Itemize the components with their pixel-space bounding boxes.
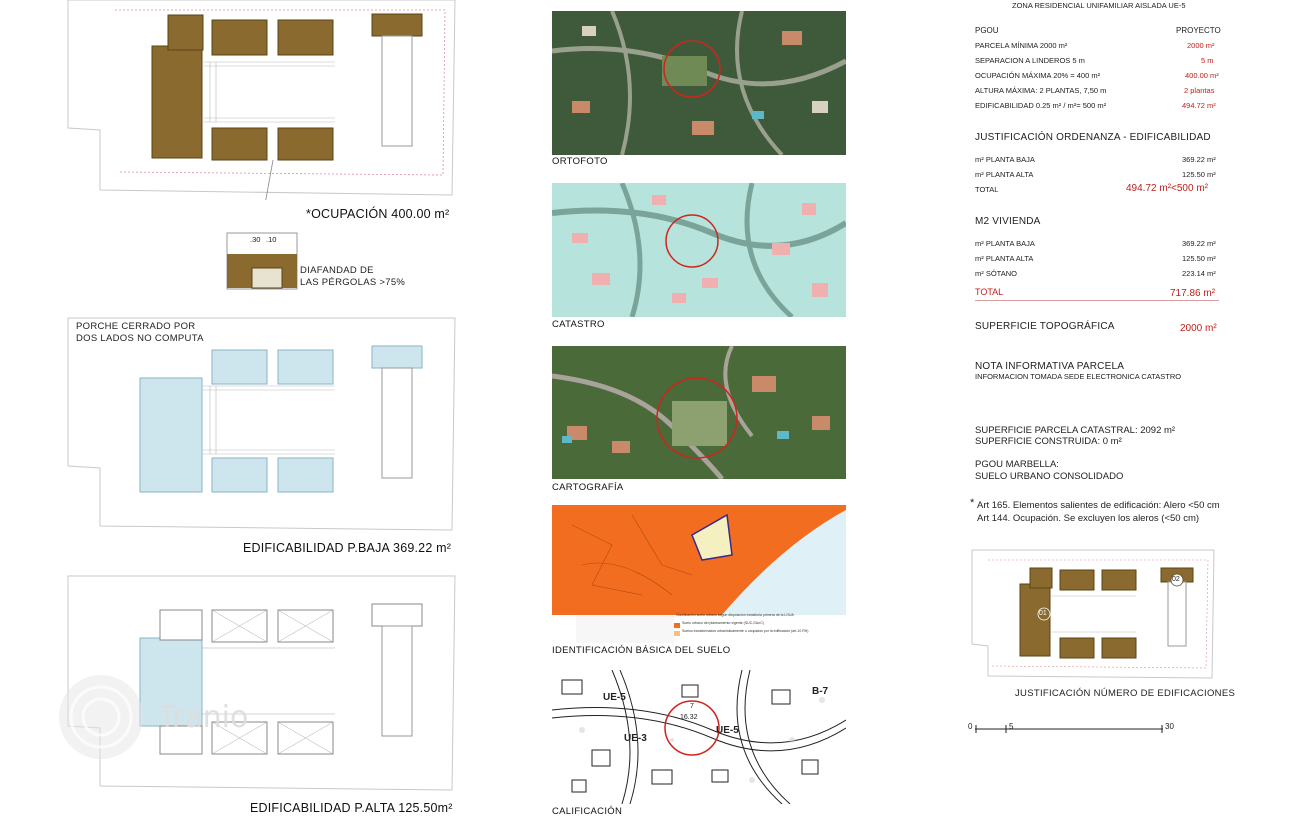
calificacion-caption: CALIFICACIÓN [552, 806, 623, 817]
vivienda-total-value: 717.86 m² [1170, 288, 1216, 299]
vivienda-row-value: 369.22 m² [1182, 239, 1216, 248]
justificacion-title: JUSTIFICACIÓN ORDENANZA - EDIFICABILIDAD [975, 132, 1211, 143]
scale-label-30: 30 [1165, 722, 1174, 731]
sup-construida: SUPERFICIE CONSTRUIDA: 0 m² [975, 436, 1122, 447]
scale-label-5: 5 [1009, 722, 1014, 731]
pgou-row-label: PARCELA MÍNIMA 2000 m² [975, 41, 1068, 50]
art-144: Art 144. Ocupación. Se excluyen los aleros (<50 cm) [977, 513, 1200, 524]
vivienda-total-divider [975, 300, 1219, 301]
identificacion-caption: IDENTIFICACIÓN BÁSICA DEL SUELO [552, 645, 731, 656]
ocupacion-label: *OCUPACIÓN 400.00 m² [306, 207, 450, 221]
vivienda-row-value: 223.14 m² [1182, 269, 1216, 278]
identificacion-legend-title: Clasificación suelo urbano según disposición transitoria primera de la LOUA [676, 613, 794, 617]
mini-plan-tag-01: 01 [1039, 610, 1047, 617]
art-asterisk: * [970, 497, 975, 509]
pgou-row-label: ALTURA MÁXIMA: 2 PLANTAS, 7,50 m [975, 86, 1107, 95]
just-row-label: m² PLANTA ALTA [975, 170, 1034, 179]
just-row-label: m² PLANTA BAJA [975, 155, 1035, 164]
watermark-text: Tranio [158, 700, 249, 735]
pgou-row-label: SEPARACION A LINDEROS 5 m [975, 56, 1085, 65]
topo-label: SUPERFICIE TOPOGRÁFICA [975, 321, 1115, 332]
mini-plan-label: JUSTIFICACIÓN NÚMERO DE EDIFICACIONES [1015, 688, 1236, 699]
map-ortofoto [552, 11, 846, 155]
vivienda-row-value: 125.50 m² [1182, 254, 1216, 263]
pgou-marbella-2: SUELO URBANO CONSOLIDADO [975, 471, 1124, 482]
vivienda-title: M2 VIVIENDA [975, 216, 1041, 227]
calif-label-b7: B-7 [812, 686, 829, 697]
pgou-marbella-1: PGOU MARBELLA: [975, 459, 1059, 470]
pergola-dim-2: .10 [266, 235, 277, 244]
calif-label-number: 7 [690, 703, 694, 710]
zone-title: ZONA RESIDENCIAL UNIFAMILIAR AISLADA UE-5 [1012, 1, 1186, 10]
palta-label: EDIFICABILIDAD P.ALTA 125.50m² [250, 801, 453, 815]
identificacion-legend-1: Suelo urbano del planeamiento vigente (SUC-SUnC) [682, 621, 764, 625]
calif-label-height: 16.32 [680, 714, 698, 721]
pergola-dim-1: .30 [250, 235, 261, 244]
map-calificacion [552, 670, 846, 804]
nota-sub: INFORMACION TOMADA SEDE ELECTRONICA CATASTRO [975, 372, 1182, 381]
vivienda-row-label: m² PLANTA ALTA [975, 254, 1034, 263]
porche-note-1: PORCHE CERRADO POR [76, 321, 196, 332]
just-total-label: TOTAL [975, 185, 999, 194]
pgou-header: PGOU [975, 26, 999, 35]
mini-plan [968, 546, 1218, 686]
plan-ocupacion [60, 0, 460, 200]
just-row-value: 125.50 m² [1182, 170, 1216, 179]
vivienda-total-label: TOTAL [975, 287, 1004, 297]
sup-catastral: SUPERFICIE PARCELA CATASTRAL: 2092 m² [975, 425, 1176, 436]
art-165: Art 165. Elementos salientes de edificación: Alero <50 cm [977, 500, 1220, 511]
just-row-value: 369.22 m² [1182, 155, 1216, 164]
pgou-row-value: 494.72 m² [1182, 101, 1216, 110]
scale-label-0: 0 [968, 722, 973, 731]
calif-label-ue3: UE-3 [624, 733, 647, 744]
mini-plan-tag-02: 02 [1172, 576, 1180, 583]
tranio-logo-icon [56, 672, 146, 762]
catastro-caption: CATASTRO [552, 319, 605, 330]
pbaja-label: EDIFICABILIDAD P.BAJA 369.22 m² [243, 541, 452, 555]
identificacion-legend-2: Suelos transformados urbanísticamente u ocupados por la edificación (art.10 RH) [682, 629, 809, 633]
plan-planta-baja [60, 316, 460, 534]
map-catastro [552, 183, 846, 317]
calif-label-ue5-a: UE-5 [603, 692, 626, 703]
pgou-row-label: EDIFICABILIDAD 0.25 m² / m²= 500 m² [975, 101, 1107, 110]
cartografia-caption: CARTOGRAFÍA [552, 482, 624, 493]
pergola-detail [226, 232, 298, 290]
pgou-row-value: 5 m [1201, 56, 1214, 65]
topo-value: 2000 m² [1180, 323, 1217, 334]
pergola-label-1: DIAFANDAD DE [300, 265, 374, 276]
scale-bar [975, 724, 1165, 734]
porche-note-2: DOS LADOS NO COMPUTA [76, 333, 204, 344]
nota-title: NOTA INFORMATIVA PARCELA [975, 361, 1125, 372]
proyecto-header: PROYECTO [1176, 26, 1221, 35]
calif-label-ue5-b: UE-5 [716, 725, 739, 736]
just-total-value: 494.72 m²<500 m² [1126, 183, 1208, 194]
map-cartografia [552, 346, 846, 479]
pgou-row-value: 400.00 m² [1185, 71, 1219, 80]
pgou-row-label: OCUPACIÓN MÁXIMA 20% = 400 m² [975, 71, 1101, 80]
pgou-row-value: 2 plantas [1184, 86, 1215, 95]
pergola-label-2: LAS PÉRGOLAS >75% [300, 277, 406, 288]
pgou-row-value: 2000 m² [1187, 41, 1215, 50]
vivienda-row-label: m² SÓTANO [975, 269, 1017, 278]
ortofoto-caption: ORTOFOTO [552, 156, 608, 167]
vivienda-row-label: m² PLANTA BAJA [975, 239, 1035, 248]
